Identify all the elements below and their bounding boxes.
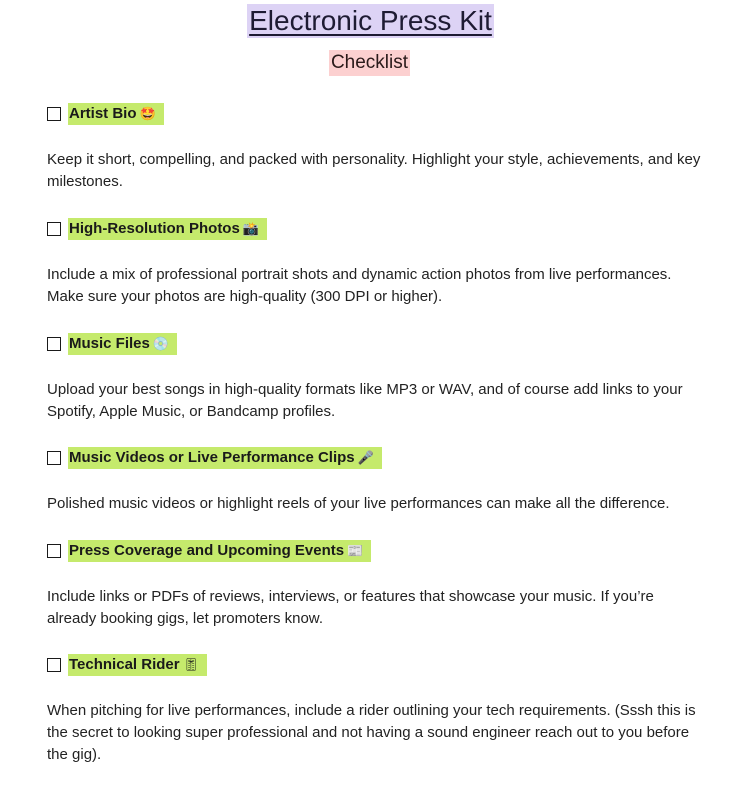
disc-emoji-icon: 💿	[152, 336, 170, 351]
checklist-item-label: Music Files 💿	[68, 333, 177, 355]
checklist-item-tech-rider	[47, 653, 707, 766]
checklist-item-header	[47, 102, 707, 126]
subtitle-container	[0, 50, 739, 76]
title-container	[0, 4, 739, 38]
checklist-item-label: Press Coverage and Upcoming Events 📰	[68, 540, 371, 562]
checklist-item-description: Keep it short, compelling, and packed with personality. Highlight your style, achievements, and key milestones.	[47, 151, 701, 190]
checkbox[interactable]	[47, 658, 61, 672]
level-slider-emoji-icon: 🎚	[182, 657, 200, 672]
checklist-item-artist-bio	[47, 102, 707, 193]
checklist-item-description: Include links or PDFs of reviews, interviews, or features that showcase your music. If you’re already booking gigs, let promoters know.	[47, 588, 654, 627]
checklist-item-header	[47, 217, 707, 241]
checklist-item-label: Technical Rider 🎚	[68, 654, 207, 676]
checklist-item-header	[47, 539, 707, 563]
page-title: Electronic Press Kit	[249, 5, 492, 36]
checklist-item-description: When pitching for live performances, include a rider outlining your tech requirements. (Sssh this is the secret to looking super professional and not having a sound engineer reach out to you before the gig).	[47, 702, 696, 763]
checklist-item-videos	[47, 446, 707, 515]
checklist-item-music-files	[47, 332, 707, 423]
page-subtitle: Checklist	[329, 50, 410, 76]
checklist-item-header	[47, 653, 707, 677]
checklist-item-header	[47, 332, 707, 356]
newspaper-emoji-icon: 📰	[347, 543, 364, 558]
star-struck-emoji-icon: 🤩	[139, 106, 156, 121]
checkbox[interactable]	[47, 222, 61, 236]
checklist-item-description: Include a mix of professional portrait shots and dynamic action photos from live performances. Make sure your photos are high-quality (300 DPI or higher).	[47, 266, 672, 305]
checklist-item-press	[47, 539, 707, 630]
camera-emoji-icon: 📸	[242, 221, 260, 236]
checklist-item-description: Upload your best songs in high-quality formats like MP3 or WAV, and of course add links to your Spotify, Apple Music, or Bandcamp profiles.	[47, 381, 683, 420]
microphone-emoji-icon: 🎤	[357, 450, 374, 465]
checkbox[interactable]	[47, 107, 61, 121]
checklist-item-label: High-Resolution Photos 📸	[68, 218, 267, 240]
checklist-item-label: Artist Bio 🤩	[68, 103, 164, 125]
checkbox[interactable]	[47, 337, 61, 351]
checklist-item-label: Music Videos or Live Performance Clips 🎤	[68, 447, 382, 469]
checklist-item-header	[47, 446, 707, 470]
checkbox[interactable]	[47, 451, 61, 465]
checkbox[interactable]	[47, 544, 61, 558]
checklist-item-description: Polished music videos or highlight reels of your live performances can make all the difference.	[47, 495, 670, 512]
checklist-item-photos	[47, 217, 707, 308]
